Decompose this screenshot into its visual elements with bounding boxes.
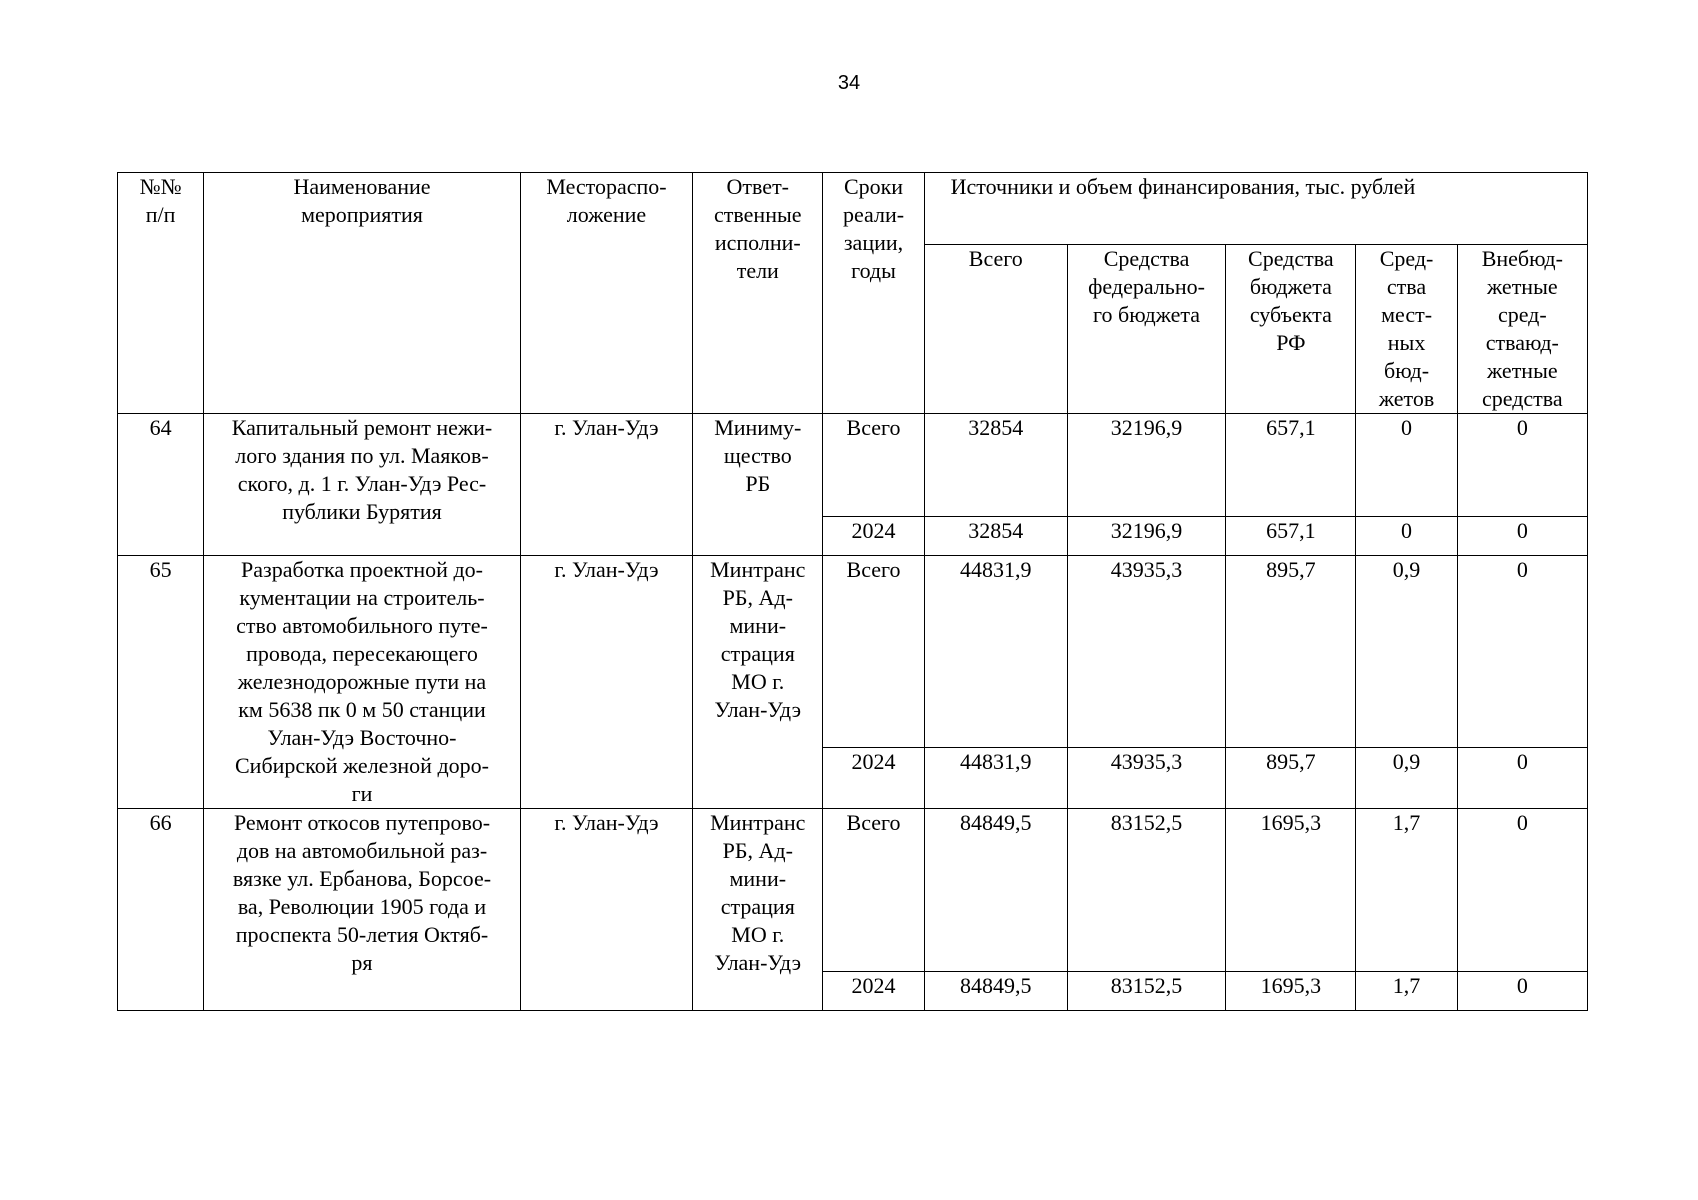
row-responsible: Минтранс РБ, Ад- мини- страция МО г. Улан-Удэ xyxy=(693,556,823,809)
header-responsible: Ответ- ственные исполни- тели xyxy=(693,173,823,414)
row-federal: 32196,9 xyxy=(1067,517,1225,556)
row-federal: 43935,3 xyxy=(1067,556,1225,748)
row-responsible: Миниму- щество РБ xyxy=(693,414,823,556)
row-local: 0 xyxy=(1356,517,1457,556)
row-subject: 1695,3 xyxy=(1226,809,1356,972)
row-term: Всего xyxy=(823,414,924,517)
row-extra: 0 xyxy=(1457,809,1587,972)
table-row xyxy=(118,809,1588,972)
row-local: 1,7 xyxy=(1356,809,1457,972)
header-total: Всего xyxy=(924,245,1067,414)
row-num: 64 xyxy=(118,414,204,556)
row-extra: 0 xyxy=(1457,517,1587,556)
row-total: 32854 xyxy=(924,517,1067,556)
row-term: Всего xyxy=(823,809,924,972)
row-subject: 1695,3 xyxy=(1226,972,1356,1011)
row-local: 0 xyxy=(1356,414,1457,517)
row-location: г. Улан-Удэ xyxy=(520,556,692,809)
row-subject: 895,7 xyxy=(1226,556,1356,748)
row-term: 2024 xyxy=(823,517,924,556)
row-total: 84849,5 xyxy=(924,809,1067,972)
row-total: 84849,5 xyxy=(924,972,1067,1011)
row-term: 2024 xyxy=(823,972,924,1011)
header-location: Местораспо- ложение xyxy=(520,173,692,414)
row-num: 66 xyxy=(118,809,204,1011)
page-number: 34 xyxy=(837,72,861,94)
row-total: 44831,9 xyxy=(924,556,1067,748)
row-extra: 0 xyxy=(1457,556,1587,748)
row-num: 65 xyxy=(118,556,204,809)
header-extra: Внебюд- жетные сред- стваюд- жетные средства xyxy=(1457,245,1587,414)
row-subject: 895,7 xyxy=(1226,748,1356,809)
row-local: 0,9 xyxy=(1356,748,1457,809)
row-local: 1,7 xyxy=(1356,972,1457,1011)
row-term: Всего xyxy=(823,556,924,748)
table-row xyxy=(118,414,1588,517)
row-name: Капитальный ремонт нежи- лого здания по ул. Маяков- ского, д. 1 г. Улан-Удэ Рес- публики Бурятия xyxy=(204,414,521,556)
header-name: Наименование мероприятия xyxy=(204,173,521,414)
table-row xyxy=(118,556,1588,748)
row-federal: 43935,3 xyxy=(1067,748,1225,809)
row-subject: 657,1 xyxy=(1226,414,1356,517)
row-extra: 0 xyxy=(1457,748,1587,809)
row-extra: 0 xyxy=(1457,972,1587,1011)
header-terms: Сроки реали- зации, годы xyxy=(823,173,924,414)
row-responsible: Минтранс РБ, Ад- мини- страция МО г. Улан-Удэ xyxy=(693,809,823,1011)
row-name: Ремонт откосов путепрово- дов на автомобильной раз- вязке ул. Ербанова, Борсое- ва, Революции 1905 года и проспекта 50-летия Октяб- ря xyxy=(204,809,521,1011)
header-local: Сред- ства мест- ных бюд- жетов xyxy=(1356,245,1457,414)
row-term: 2024 xyxy=(823,748,924,809)
row-total: 44831,9 xyxy=(924,748,1067,809)
row-federal: 32196,9 xyxy=(1067,414,1225,517)
header-num: №№ п/п xyxy=(118,173,204,414)
row-federal: 83152,5 xyxy=(1067,972,1225,1011)
row-local: 0,9 xyxy=(1356,556,1457,748)
financing-table xyxy=(117,172,1588,1011)
row-extra: 0 xyxy=(1457,414,1587,517)
row-location: г. Улан-Удэ xyxy=(520,809,692,1011)
row-name: Разработка проектной до- кументации на строитель- ство автомобильного путе- провода, пересекающего железнодорожные пути на км 5638 пк 0 м 50 станции Улан-Удэ Восточно- Сибирской железной доро- ги xyxy=(204,556,521,809)
header-sources: Источники и объем финансирования, тыс. рублей xyxy=(924,173,1587,245)
header-federal: Средства федерально- го бюджета xyxy=(1067,245,1225,414)
row-federal: 83152,5 xyxy=(1067,809,1225,972)
row-total: 32854 xyxy=(924,414,1067,517)
row-subject: 657,1 xyxy=(1226,517,1356,556)
row-location: г. Улан-Удэ xyxy=(520,414,692,556)
header-subject: Средства бюджета субъекта РФ xyxy=(1226,245,1356,414)
